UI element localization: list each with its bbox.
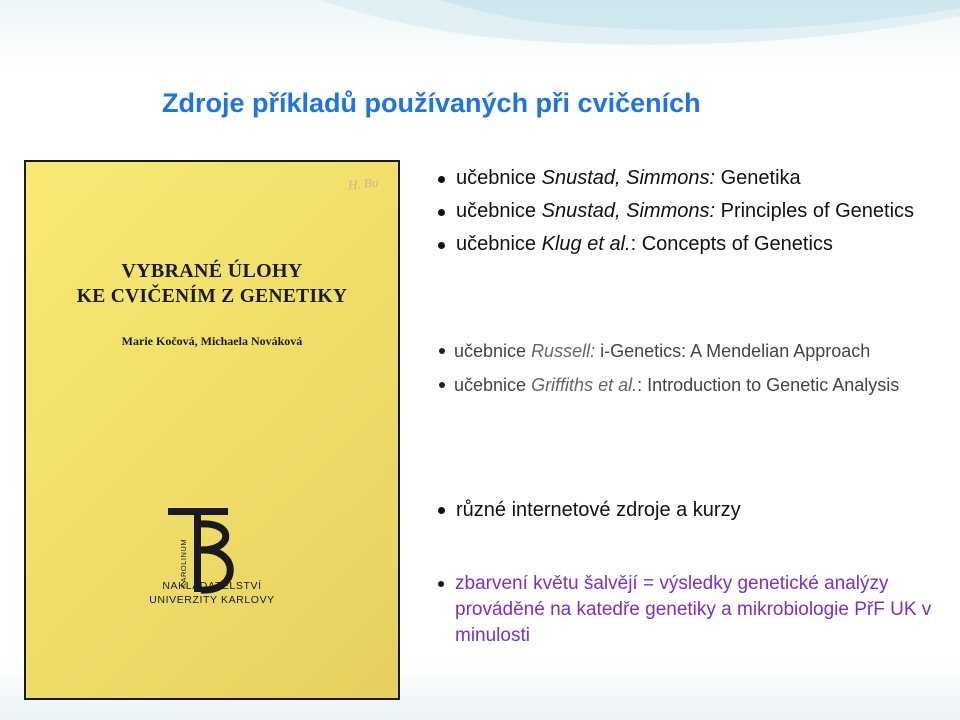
bullet-icon	[438, 209, 445, 216]
list-item: učebnice Griffiths et al.: Introduction to Genetic Analysis	[438, 373, 938, 397]
secondary-textbook-list	[438, 339, 938, 407]
list-item: učebnice Snustad, Simmons: Genetika	[436, 164, 936, 193]
research-results-list	[436, 571, 936, 649]
bullet-icon	[438, 242, 445, 249]
internet-sources-list	[436, 496, 936, 524]
textbook-list	[436, 164, 936, 263]
book-handwritten-note: H. Bu	[346, 174, 379, 193]
book-publisher-line-2: UNIVERZITY KARLOVY	[149, 594, 275, 606]
book-title-line-2: KE CVIČENÍM Z GENETIKY	[76, 286, 348, 307]
logo-text: KAROLINUM	[179, 538, 188, 588]
bullet-icon	[439, 382, 445, 388]
book-publisher-line-1: NAKLADATELSTVÍ	[162, 580, 262, 592]
bullet-icon	[439, 348, 445, 354]
book-authors: Marie Kočová, Michaela Nováková	[121, 334, 303, 348]
book-cover-image	[24, 160, 400, 700]
list-item: různé internetové zdroje a kurzy	[436, 496, 936, 524]
list-item: učebnice Klug et al.: Concepts of Genetics	[436, 230, 936, 259]
bullet-icon	[438, 176, 445, 183]
bullet-icon	[438, 581, 444, 587]
list-item: učebnice Snustad, Simmons: Principles of Genetics	[436, 197, 936, 226]
book-title-line-1: VYBRANÉ ÚLOHY	[121, 260, 303, 282]
bullet-icon	[438, 507, 445, 514]
slide-title: Zdroje příkladů používaných při cvičeních	[162, 88, 701, 118]
background-swoosh	[320, 0, 960, 60]
list-item: učebnice Russell: i-Genetics: A Mendelian Approach	[438, 339, 938, 363]
list-item: zbarvení květu šalvějí = výsledky genetické analýzy prováděné na katedře genetiky a mikrobiologie PřF UK v minulosti	[436, 571, 936, 649]
